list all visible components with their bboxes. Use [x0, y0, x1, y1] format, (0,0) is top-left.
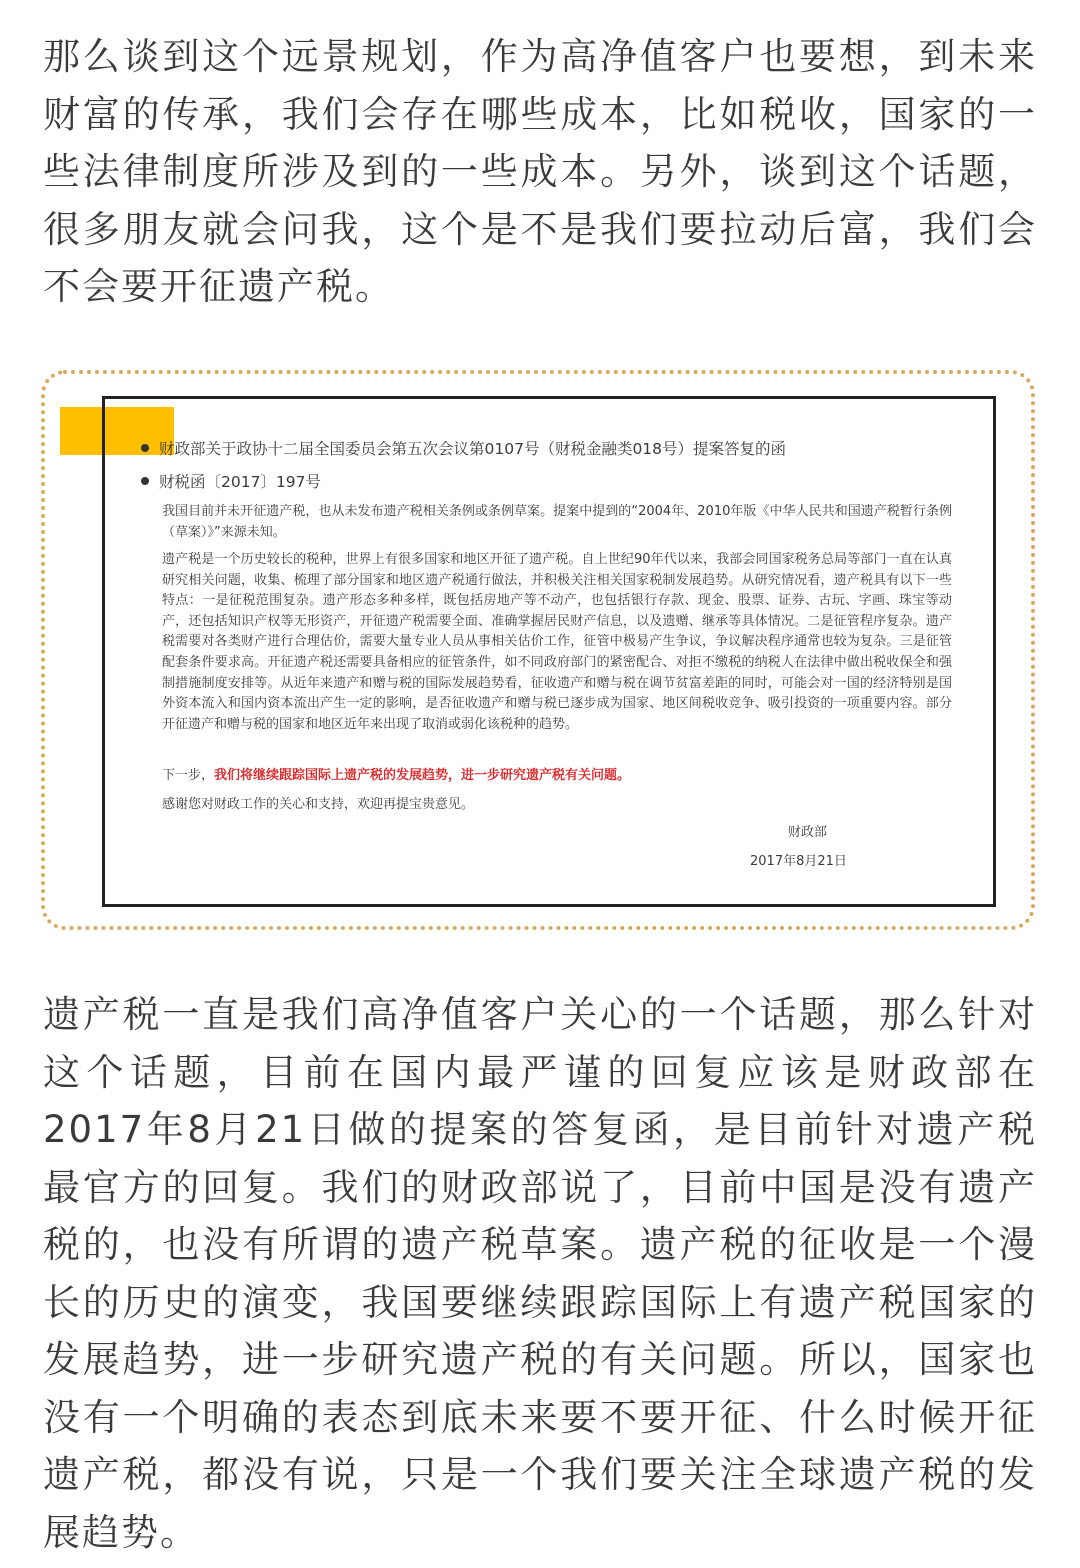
intro-paragraph: 那么谈到这个远景规划，作为高净值客户也要想，到未来财富的传承，我们会存在哪些成本，比如税收，国家的一些法律制度所涉及到的一些成本。另外，谈到这个话题，很多朋友就会问我，这个是不是我们要拉动后富，我们会不会要开征遗产税。 — [43, 35, 1037, 308]
document-body-paragraph-3 — [162, 766, 952, 787]
document-title: 财政部关于政协十二届全国委员会第五次会议第0107号（财税金融类018号）提案答复的函 — [159, 440, 787, 458]
official-reply-document — [102, 396, 996, 907]
document-body-paragraph-4: 感谢您对财政工作的关心和支持，欢迎再提宝贵意见。 — [162, 797, 475, 812]
signature-organization: 财政部 — [788, 825, 828, 840]
bullet-dot-icon — [141, 444, 149, 452]
bullet-dot-icon — [141, 477, 149, 485]
document-body-paragraph-2: 遗产税是一个历史较长的税种，世界上有很多国家和地区开征了遗产税。自上世纪90年代以来，我部会同国家税务总局等部门一直在认真研究相关问题，收集、梳理了部分国家和地区遗产税通行做法，并积极关注相关国家税制发展趋势。从研究情况看，遗产税具有以下一些特点：一是征税范围复杂。遗产形态多种多样，既包括房地产等不动产，也包括银行存款、现金、股票、证券、古玩、字画、珠宝等动产，还包括知识产权等无形资产，开征遗产税需要全面、准确掌握居民财产信息，以及遗赠、继承等具体情况。二是征管程序复杂。遗产税需要对各类财产进行合理估价，需要大量专业人员从事相关估价工作，征管中极易产生争议，争议解决程序通常也较为复杂。三是征管配套条件要求高。开征遗产税还需要具备相应的征管条件，如不同政府部门的紧密配合、对拒不缴税的纳税人在法律中做出税收保全和强制措施制度安排等。从近年来遗产和赠与税的国际发展趋势看，征收遗产和赠与税在调节贫富差距的同时，可能会对一国的经济特别是国外资本流入和国内资本流出产生一定的影响，是否征收遗产和赠与税已逐步成为国家、地区间税收竞争、吸引投资的一项重要内容。部分开征遗产和赠与税的国家和地区近年来出现了取消或弱化该税种的趋势。 — [162, 552, 952, 732]
next-step-prefix: 下一步， — [162, 768, 215, 783]
signature-date: 2017年8月21日 — [750, 854, 847, 869]
document-body-paragraph-1: 我国目前并未开征遗产税，也从未发布遗产税相关条例或条例草案。提案中提到的“2004年、2010年版《中华人民共和国遗产税暂行条例（草案）》”来源未知。 — [162, 504, 952, 540]
document-number: 财税函〔2017〕197号 — [159, 473, 322, 491]
document-number-bullet — [141, 472, 321, 492]
analysis-paragraph: 遗产税一直是我们高净值客户关心的一个话题，那么针对这个话题，目前在国内最严谨的回复应该是财政部在2017年8月21日做的提案的答复函，是目前针对遗产税最官方的回复。我们的财政部说了，目前中国是没有遗产税的，也没有所谓的遗产税草案。遗产税的征收是一个漫长的历史的演变，我国要继续跟踪国际上有遗产税国家的发展趋势，进一步研究遗产税的有关问题。所以，国家也没有一个明确的表态到底未来要不要开征、什么时候开征遗产税，都没有说，只是一个我们要关注全球遗产税的发展趋势。 — [43, 993, 1037, 1554]
next-step-highlight: 我们将继续跟踪国际上遗产税的发展趋势，进一步研究遗产税有关问题。 — [214, 768, 631, 783]
document-title-bullet — [141, 439, 786, 459]
